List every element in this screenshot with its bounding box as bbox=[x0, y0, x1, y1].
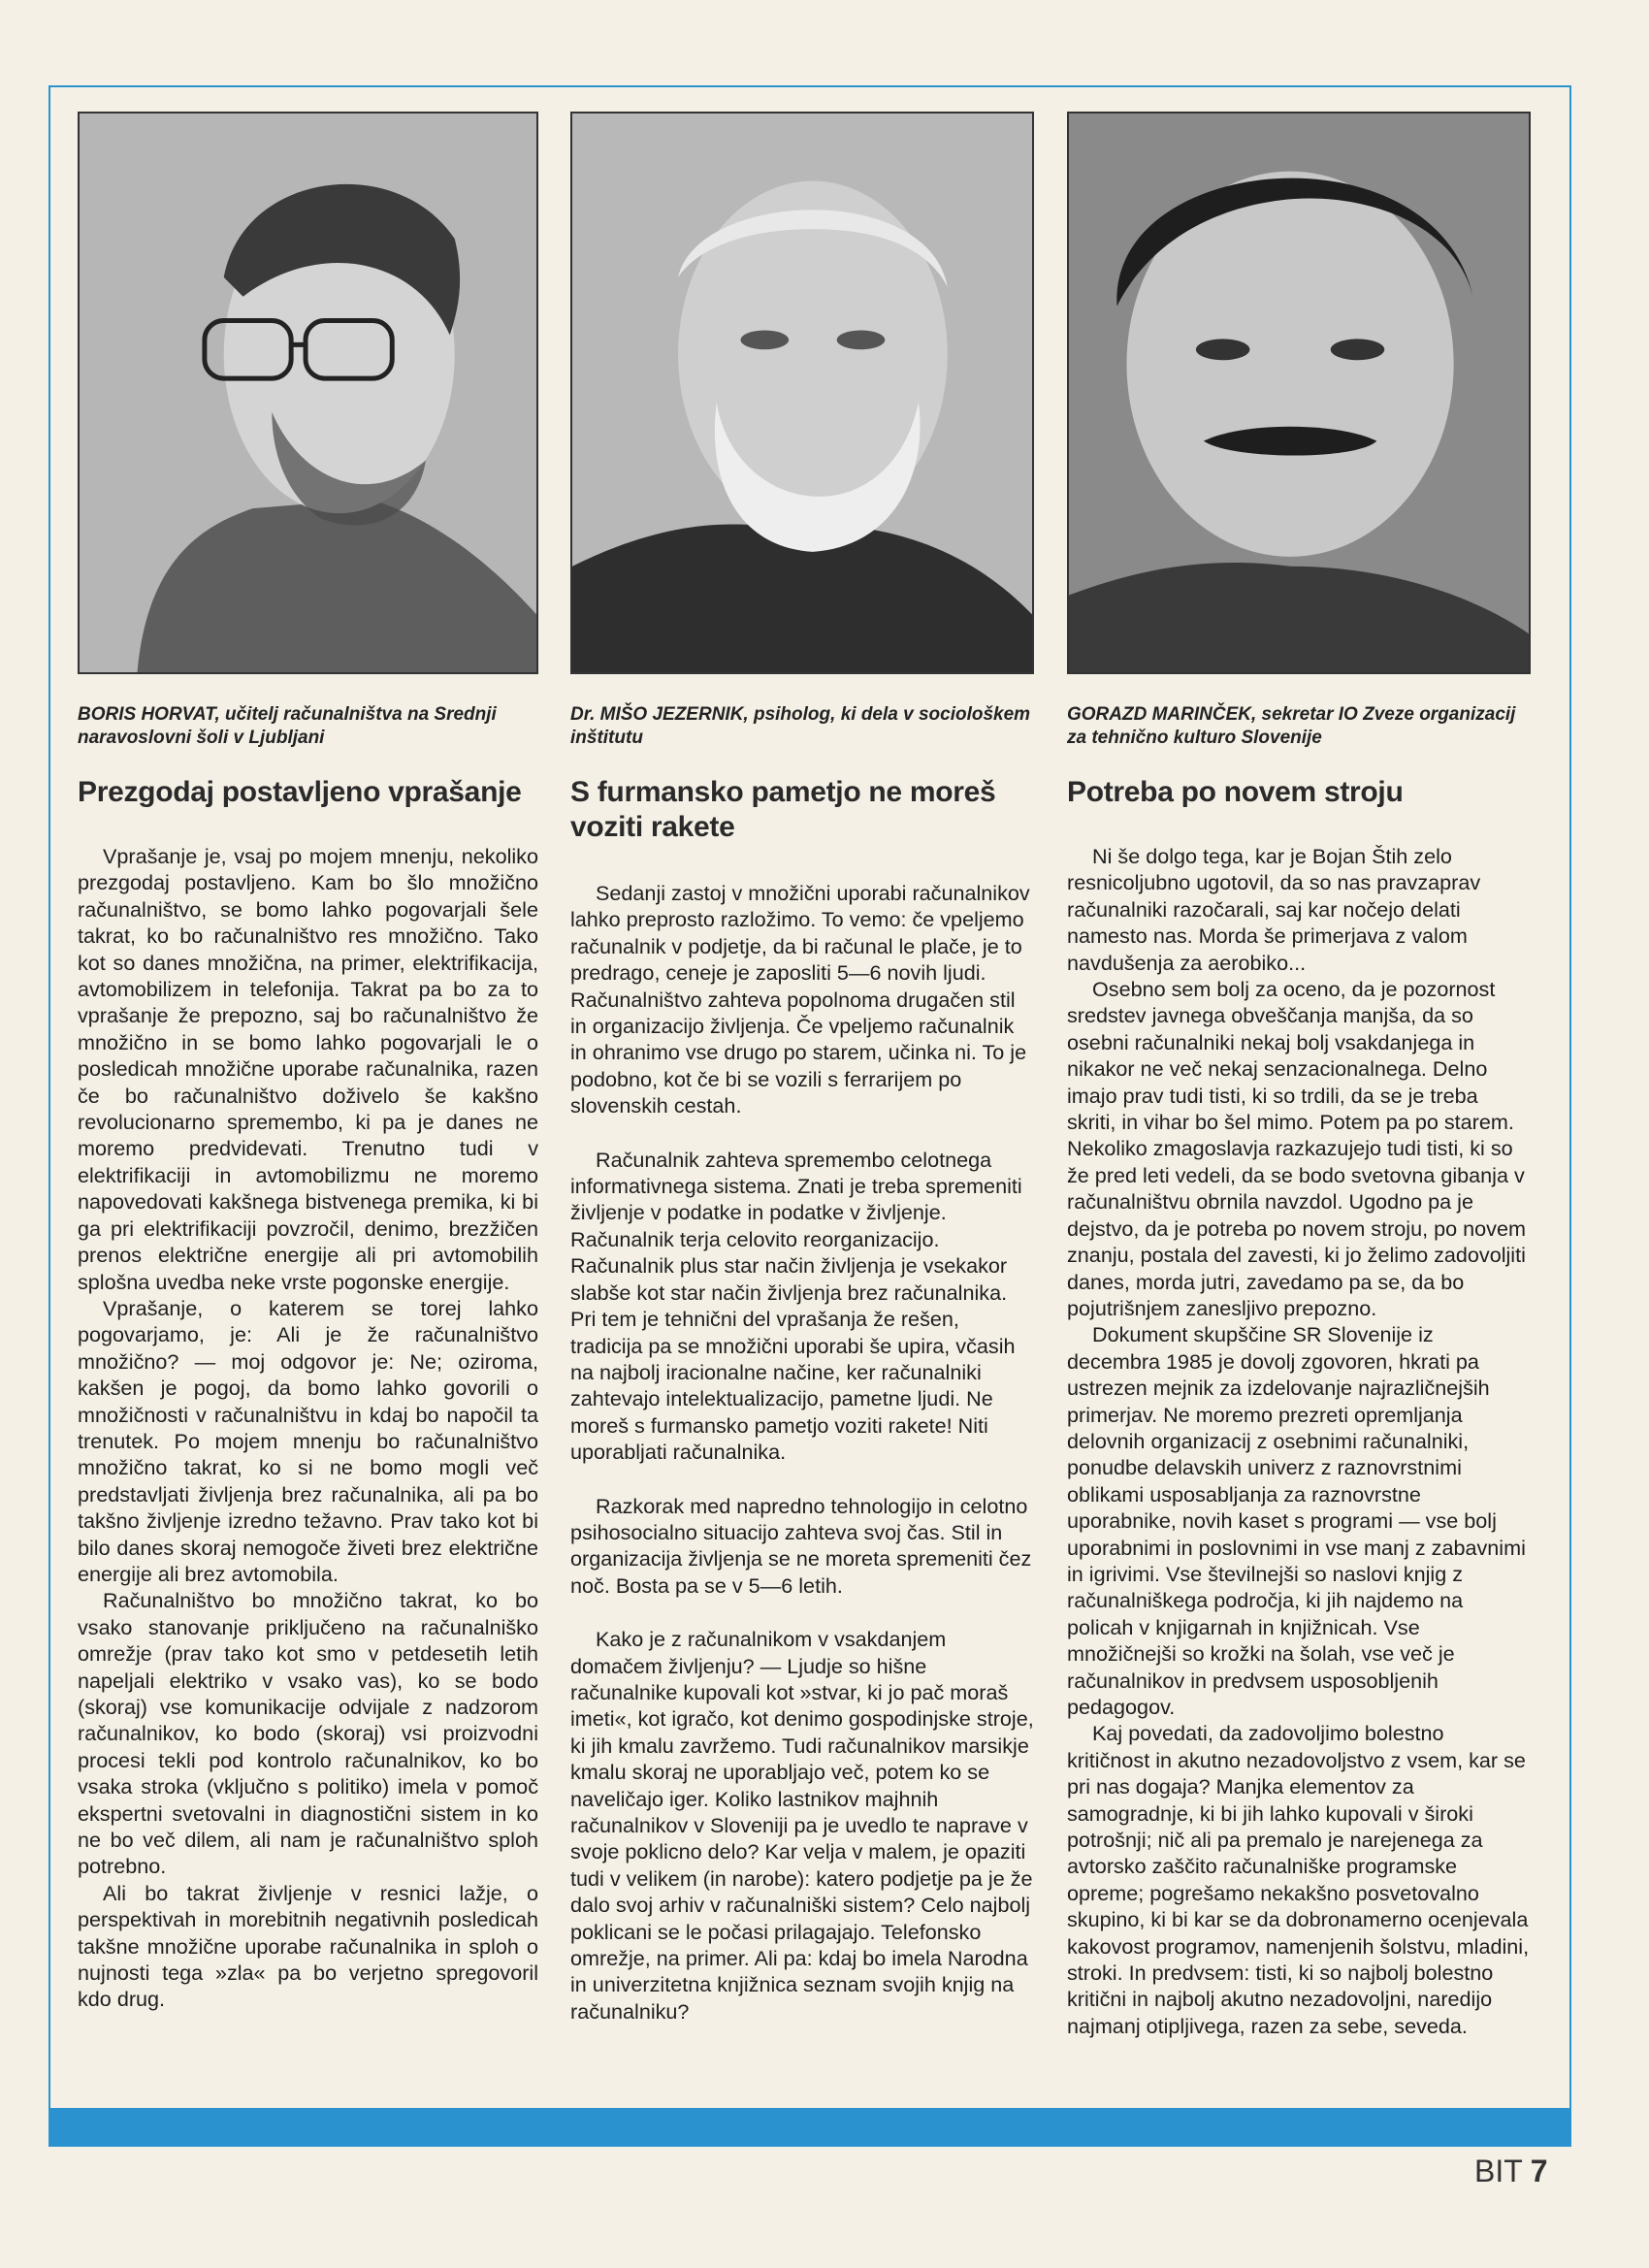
article-body bbox=[78, 843, 538, 2013]
paragraph: Kako je z računalnikom v vsakdanjem domačem življenju? — Ljudje so hišne računalnike kupovali kot »stvar, ki jo pač moraš imeti«, kot igračo, kot denimo gospodinjske stroje, ki jih kmalu zavržemo. Tudi računalnikov marsikje kmalu skoraj ne uporabljajo več, potem ko se naveličajo iger. Koliko lastnikov majhnih računalnikov v Sloveniji pa je uvedlo te naprave v svoje poklicno delo? Kar velja v malem, je opaziti tudi v velikem (in narobe): katero podjetje pa je že dalo svoj arhiv v računalniški sistem? Celo najbolj poklicani se le počasi prilagajajo. Telefonsko omrežje, na primer. Ali pa: kdaj bo imela Narodna in univerzitetna knjižnica seznam svojih knjig na računalniku? bbox=[570, 1627, 1034, 2024]
page-number: 7 bbox=[1530, 2154, 1548, 2188]
paragraph: Kaj povedati, da zadovoljimo bolestno kritičnost in akutno nezadovoljstvo z vsem, kar se pri nas dogaja? Manjka elementov za samogradnje, ki bi jih lahko kupovali v široki potrošnji; nič ali pa premalo je narejenega za avtorsko zaščito računalniške programske opreme; pogrešamo nekakšno posvetovalno skupino, ki bi kar se da dobronamerno ocenjevala kakovost programov, namenjenih šolstvu, mladini, stroki. In predvsem: tisti, ki so najbolj bolestno kritični in najbolj akutno nezadovoljni, naredijo najmanj otipljivega, razen za sebe, seveda. bbox=[1067, 1721, 1530, 2038]
article-headline: Prezgodaj postavljeno vprašanje bbox=[78, 776, 522, 808]
paragraph: Razkorak med napredno tehnologijo in celotno psihosocialno situacijo zahteva svoj čas. Stil in organizacija življenja se ne moreta spremeniti čez noč. Bosta pa se v 5—6 letih. bbox=[570, 1493, 1032, 1598]
paragraph: Ni še dolgo tega, kar je Bojan Štih zelo resnicoljubno ugotovil, da so nas pravzaprav računalniki razočarali, saj kar nočejo delati namesto nas. Morda še primerjava z valom navdušenja za aerobiko... bbox=[1067, 844, 1481, 975]
portrait-photo-horvat bbox=[78, 112, 538, 674]
column-marincek bbox=[1067, 112, 1531, 2039]
article-headline: S furmansko pametjo ne moreš voziti rakete bbox=[570, 776, 996, 843]
paragraph: Računalnik zahteva spremembo celotnega informativnega sistema. Znati je treba spremeniti življenje v podatke in podatke v življenje. Računalnik terja celovito reorganizacijo. Računalnik plus star način življenja je vsekakor slabše kot star način življenja brez računalnika. Pri tem je tehnični del vprašanja že rešen, tradicija pa se množični uporabi še upira, včasih na najbolj iracionalne načine, ker računalniki zahtevajo intelektualizacijo, pametne ljudi. Ne moreš s furmansko pametjo voziti rakete! Niti uporabljati računalnika. bbox=[570, 1147, 1022, 1465]
bottom-color-bar bbox=[48, 2108, 1571, 2145]
paragraph: Dokument skupščine SR Slovenije iz decembra 1985 je dovolj zgovoren, hkrati pa ustrezen mejnik za izdelovanje najrazličnejših primerjav. Ne moremo prezreti opremljanja delovnih organizacij z osebnimi računalniki, ponudbe delavskih univerz z raznovrstnimi oblikami usposabljanja za raznovrstne uporabnike, novih kaset s programi — vse bolj uporabnimi in poslovnimi in vse manj z zabavnimi in igrivimi. Vse številnejši so naslovi knjig z računalniškega področja, ki jih najdemo na policah v knjigarnah in knjižnicah. Vse množičnejši so krožki na šolah, vse več je računalnikov in predvsem usposobljenih pedagogov. bbox=[1067, 1322, 1526, 1719]
article-body bbox=[1067, 843, 1531, 2039]
column-horvat bbox=[78, 112, 538, 2013]
photo-caption: Dr. MIŠO JEZERNIK, psiholog, ki dela v sociološkem inštitutu bbox=[570, 704, 1031, 748]
photo-caption: GORAZD MARINČEK, sekretar IO Zveze organizacij za tehnično kulturo Slovenije bbox=[1067, 704, 1516, 748]
article-headline: Potreba po novem stroju bbox=[1067, 776, 1404, 808]
magazine-name: BIT bbox=[1474, 2154, 1523, 2188]
portrait-photo-marincek bbox=[1067, 112, 1531, 674]
paragraph: Sedanji zastoj v množični uporabi računalnikov lahko preprosto razložimo. To vemo: če vpeljemo računalnik v podjetje, da bi računal le plače, je to predrago, ceneje je zaposliti 5—6 novih ljudi. Računalništvo zahteva popolnoma drugačen stil in organizacijo življenja. Če vpeljemo računalnik in ohranimo vse drugo po starem, učinka ni. To je podobno, kot če bi se vozili s ferrarijem po slovenskih cestah. bbox=[570, 881, 1030, 1118]
paragraph: Osebno sem bolj za oceno, da je pozornost sredstev javnega obveščanja manjša, da so osebni računalniki nekaj bolj vsakdanjega in nikakor ne več nekaj senzacionalnega. Delno imajo prav tudi tisti, ki so trdili, da se je treba skriti, in vihar bo šel mimo. Potem pa po starem. Nekoliko zmagoslavja razkazujejo tudi tisti, ki so že pred leti vedeli, da se bodo svetovna gibanja v računalništvu obrnila navzdol. Ugodno pa je dejstvo, da je potreba po novem stroju, po novem znanju, postala del zavesti, ki jo želimo zadovoljiti danes, morda jutri, zavedamo pa se, da bo pojutrišnjem zanesljivo prepozno. bbox=[1067, 977, 1526, 1320]
paragraph: Vprašanje, o katerem se torej lahko pogovarjamo, je: Ali je že računalništvo množično? — moj odgovor je: Ne; oziroma, kakšen je pogoj, da bomo lahko govorili o množičnosti v računalništvu in kdaj bo napočil ta trenutek. Po mojem mnenju bo računalništvo množično takrat, ko si ne bomo mogli več predstavljati življenja brez računalnika, ali pa bo takšno življenje izredno težavno. Prav tako kot bi bilo danes skoraj nemogoče živeti brez električne energije ali brez avtomobila. bbox=[78, 1295, 538, 1586]
paragraph: Vprašanje je, vsaj po mojem mnenju, nekoliko prezgodaj postavljeno. Kam bo šlo množično računalništvo, se bomo lahko pogovarjali šele takrat, ko bo računalništvo res množično. Tako kot so danes množična, na primer, elektrifikacija, avtomobilizem in telefonija. Takrat pa bo za to vprašanje že prepozno, saj bo računalništvo že množično in se bomo lahko pogovarjali le o posledicah množične uporabe računalnika, razen če bo računalništvo doživelo še kakšno revolucionarno spremembo, ki pa je danes ne moremo predvidevati. Trenutno tudi v elektrifikaciji in avtomobilizmu ne moremo napovedovati kakšnega bistvenega premika, ki bi ga pri elektrifikaciji povzročil, denimo, brezžičen prenos električne energije ali pri avtomobilih splošna uvedba neke vrste pogonske energije. bbox=[78, 844, 538, 1294]
portrait-photo-jezernik bbox=[570, 112, 1034, 674]
photo-caption: BORIS HORVAT, učitelj računalništva na Srednji naravoslovni šoli v Ljubljani bbox=[78, 704, 497, 748]
column-jezernik bbox=[570, 112, 1034, 2025]
paragraph: Ali bo takrat življenje v resnici lažje, o perspektivah in morebitnih negativnih posledicah takšne množične uporabe računalnika in sploh o nujnosti tega »zla« pa bo verjetno spregovoril kdo drug. bbox=[78, 1880, 538, 2012]
page-footer bbox=[1474, 2154, 1548, 2189]
article-body bbox=[570, 880, 1034, 2025]
paragraph: Računalništvo bo množično takrat, ko bo vsako stanovanje priključeno na računalniško omrežje (prav tako kot smo v petdesetih letih napeljali elektriko v vsako vas), ko se bodo (skoraj) vse komunikacije odvijale z nadzorom računalnikov, ko bodo (skoraj) vsi proizvodni procesi tekli pod kontrolo računalnikov, ko bo vsaka stroka (vključno s politiko) imela v pomoč ekspertni svetovalni in diagnostični sistem in ko ne bo več dilem, ali nam je računalništvo sploh potrebno. bbox=[78, 1588, 538, 1879]
